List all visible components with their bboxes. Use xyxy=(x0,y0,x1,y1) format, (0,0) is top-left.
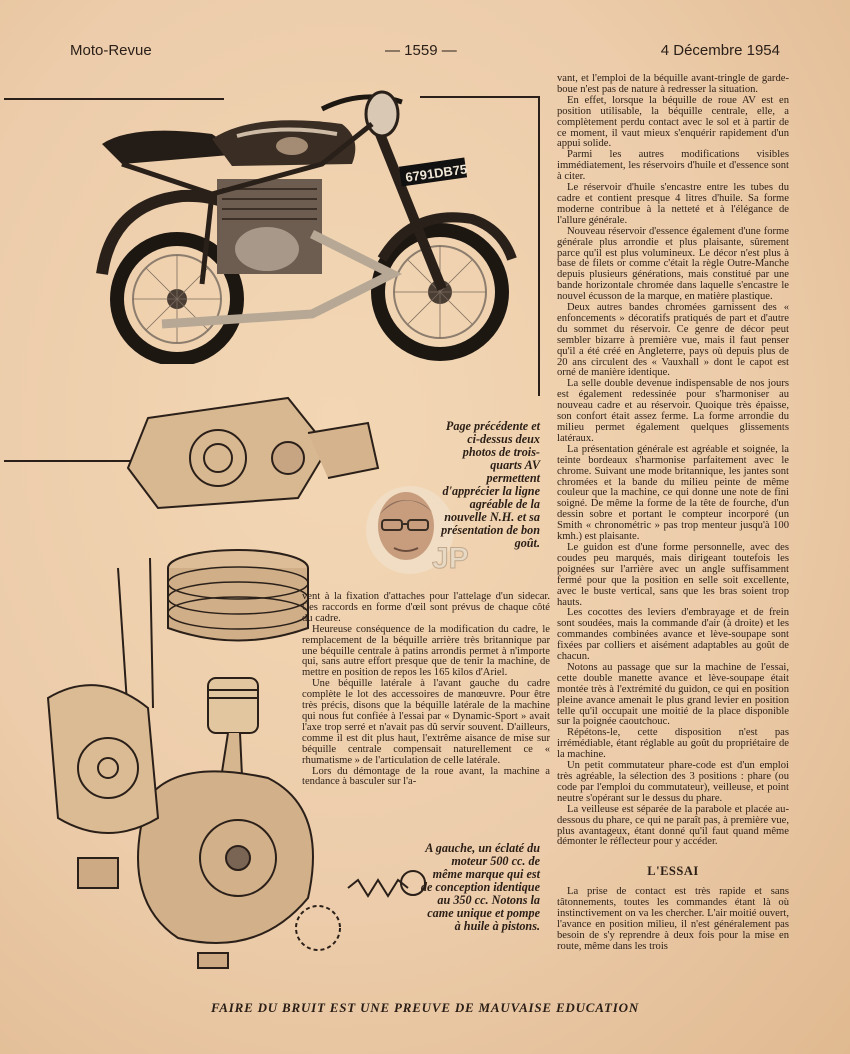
right-paragraph: La présentation générale est agréable et soignée, la teinte bordeaux s'harmonise parfaitement avec le chrome. Suivant une mode britannique, les jantes sont chromées et la bande du milieu peinte de même couleur que la machine, ce qui donne une note de fini soigné. De même la forme de la tête de fourche, d'un dessin sobre et portant le compteur incorporé (un Smith « chronométric » pas trop menteur jusqu'à 100 kmh.) est plaisante. xyxy=(557,443,789,543)
issue-date: 4 Décembre 1954 xyxy=(660,42,780,59)
right-paragraph: Le guidon est d'une forme personnelle, avec des coudes peu marqués, mais dirigeant toutefois les poignées sur l'arrière avec un angle suffisamment fermé pour que la position en selle soit excellente, avec le buste vertical, sans que les bras soient trop hauts. xyxy=(557,541,789,608)
right-paragraph: Deux autres bandes chromées garnissent des « enfoncements » décoratifs pratiqués de part et d'autre du sommet du réservoir. Ce genre de décor peut sembler bizarre à première vue, mais il faut penser qu'il a été créé en Angleterre, pays où depuis plus de 20 ans circulent des « Vauxhall » dont le capot est orné de manière identique. xyxy=(557,302,789,379)
caption-photo: Page précédente et ci-dessus deux photos de trois-quarts AV permettent d'apprécier la ligne agréable de la nouvelle N.H. et sa présentation de bon goût. xyxy=(441,419,540,550)
right-paragraph: Un petit commutateur phare-code est d'un emploi très agréable, la sélection des 3 positions : phare (ou code par l'emploi du commutateur), veilleuse, et point neutre s'opérant sur le dessus du phare. xyxy=(557,760,789,804)
right-paragraph: En effet, lorsque la béquille de roue AV est en position utilisable, la béquille centrale, elle, a complètement perdu contact avec le sol et à partir de ce moment, il vaut mieux s'enquérir rapidement d'un appui solide. xyxy=(557,94,789,150)
right-paragraph: Nouveau réservoir d'essence également d'une forme générale plus arrondie et plus plaisante, sûrement parce qu'il est plus volumineux. Le décor n'est plus à base de filets or comme c'était la règle Outre-Manche depuis plusieurs générations, mais constitué par une bande horizontale chromée dans laquelle s'encastre le nouvel écusson de la marque, en matière plastique. xyxy=(557,225,789,303)
mid-paragraph: Une béquille latérale à l'avant gauche du cadre complète le lot des accessoires de manœuvre. Pour être très précis, disons que la béquille latérale de la machine qui nous fut confiée à l'essai par « Dynamic-Sport » avait l'axe trop serré et n'avait pas dû servir souvent. D'ailleurs, comme il est dit plus haut, l'extrême aisance de mise sur béquille centrale compensait naturellement ce « rhumatisme » de l'articulation de celle latérale. xyxy=(302,678,550,766)
right-paragraph: Notons au passage que sur la machine de l'essai, cette double manette avance et lève-soupape était montée très à l'extrémité du guidon, ce qui en position pleine avance amenait le plus grand levier en position telle qu'il occupait une moitié de la place disponible sur la poignée caoutchouc. xyxy=(557,661,789,728)
license-plate: 6791DB75 xyxy=(404,161,469,185)
right-column xyxy=(557,74,789,953)
right-paragraph: Parmi les autres modifications visibles immédiatement, les réservoirs d'huile et d'essence sont à citer. xyxy=(557,149,789,183)
middle-column xyxy=(302,592,550,788)
essai-paragraph: La prise de contact est très rapide et sans tâtonnements, toutes les commandes étant là où instinctivement on va les chercher. L'air moitié ouvert, l'avance en position milieu, il n'est généralement pas besoin de s'y reprendre à deux fois pour la mise en route, même dans les trois xyxy=(557,886,789,952)
page-header xyxy=(70,42,780,66)
right-paragraph: Les cocottes des leviers d'embrayage et de frein sont soudées, mais la commande d'air (à droite) et les commandes combinées avance et lève-soupape sont fixées par colliers et aisément adaptables au goût de chacun. xyxy=(557,607,789,663)
mid-paragraph: vent à la fixation d'attaches pour l'attelage d'un sidecar. Ces raccords en forme d'œil sont prévus de chaque côté du cadre. xyxy=(302,591,550,624)
right-paragraph: Répétons-le, cette disposition n'est pas irrémédiable, étant réglable au goût du propriétaire de la machine. xyxy=(557,727,789,761)
motorcycle-photo xyxy=(62,84,522,364)
right-paragraph: vant, et l'emploi de la béquille avant-tringle de garde-boue n'est pas de nature à redresser la situation. xyxy=(557,73,789,95)
vertical-rule xyxy=(538,96,540,396)
mid-paragraph: Heureuse conséquence de la modification du cadre, le remplacement de la béquille arrière très britannique par une béquille centrale à patins arrondis permet à n'importe qui, sans autre effort presque que de tenir la machine, de mettre en position de repos les 165 kilos d'Ariel. xyxy=(302,623,550,679)
right-paragraph: La veilleuse est séparée de la parabole et placée au-dessous du phare, ce qui ne paraît pas, à première vue, plus avantageux, étant donné qu'il faut quand même démonter le réflecteur pour y accéder. xyxy=(557,803,789,848)
mid-paragraph: Lors du démontage de la roue avant, la machine a tendance à basculer sur l'a- xyxy=(302,765,550,788)
right-paragraph: Le réservoir d'huile s'encastre entre les tubes du cadre et contient presque 4 litres d'huile. Sa forme moderne contribue à la netteté et à l'élégance de l'allure générale. xyxy=(557,182,789,226)
right-paragraph: La selle double devenue indispensable de nos jours est également redessinée pour s'harmoniser au nouveau cadre et au réservoir. Quoique très épaisse, son confort était assez ferme. La forme arrondie du milieu permet également quelques glissements latéraux. xyxy=(557,378,789,444)
page-footer: FAIRE DU BRUIT EST UNE PREUVE DE MAUVAISE EDUCATION xyxy=(210,1000,640,1015)
caption-engine: A gauche, un éclaté du moteur 500 cc. de même marque qui est de conception identique au 350 cc. Notons la came unique et pompe à huile à pistons. xyxy=(420,841,540,933)
jp-stamp: JP xyxy=(432,542,469,575)
page-number: — 1559 — xyxy=(385,42,457,59)
section-heading: L'ESSAI xyxy=(647,864,699,879)
magazine-title: Moto-Revue xyxy=(70,42,152,59)
